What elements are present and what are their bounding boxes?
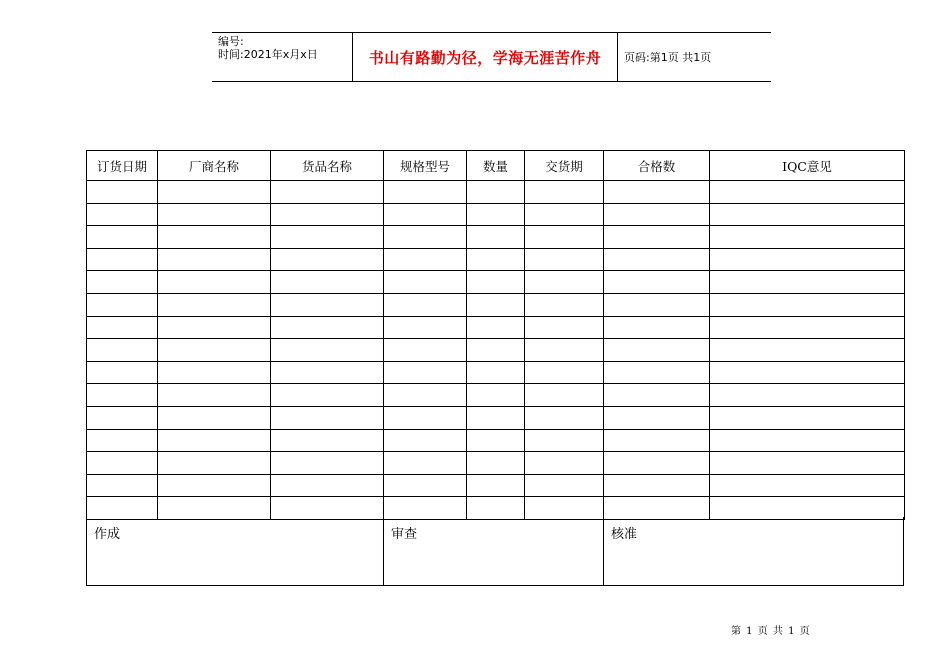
table-cell[interactable] — [710, 293, 905, 316]
table-cell[interactable] — [467, 293, 525, 316]
table-cell[interactable] — [710, 226, 905, 249]
table-cell[interactable] — [271, 361, 384, 384]
table-cell[interactable] — [525, 474, 604, 497]
table-cell[interactable] — [158, 406, 271, 429]
approved-by-label: 核准 — [611, 527, 638, 542]
table-cell[interactable] — [87, 452, 158, 475]
made-by-label: 作成 — [94, 527, 121, 542]
table-row — [87, 361, 905, 384]
column-header-goods-name: 货品名称 — [271, 151, 384, 181]
table-cell[interactable] — [604, 474, 710, 497]
table-cell[interactable] — [710, 181, 905, 204]
table-row — [87, 181, 905, 204]
table-cell[interactable] — [87, 226, 158, 249]
table-cell[interactable] — [384, 384, 467, 407]
table-row — [87, 293, 905, 316]
table-cell[interactable] — [525, 452, 604, 475]
table-cell[interactable] — [467, 361, 525, 384]
table-cell[interactable] — [604, 384, 710, 407]
table-cell[interactable] — [467, 406, 525, 429]
table-cell[interactable] — [710, 203, 905, 226]
table-cell[interactable] — [158, 293, 271, 316]
table-cell[interactable] — [710, 429, 905, 452]
table-cell[interactable] — [525, 384, 604, 407]
column-header-delivery: 交货期 — [525, 151, 604, 181]
table-cell[interactable] — [604, 452, 710, 475]
table-cell[interactable] — [87, 248, 158, 271]
table-cell[interactable] — [467, 474, 525, 497]
table-cell[interactable] — [87, 361, 158, 384]
table-cell[interactable] — [384, 181, 467, 204]
table-cell[interactable] — [158, 339, 271, 362]
table-cell[interactable] — [384, 226, 467, 249]
table-body — [87, 181, 905, 520]
table-row — [87, 452, 905, 475]
table-cell[interactable] — [604, 248, 710, 271]
page-footer: 第 1 页 共 1 页 — [731, 626, 810, 637]
table-cell[interactable] — [87, 429, 158, 452]
table-cell[interactable] — [384, 203, 467, 226]
table-cell[interactable] — [158, 203, 271, 226]
table-cell[interactable] — [271, 406, 384, 429]
table-cell[interactable] — [525, 339, 604, 362]
table-cell[interactable] — [467, 271, 525, 294]
table-cell[interactable] — [525, 293, 604, 316]
table-cell[interactable] — [604, 361, 710, 384]
signature-area — [86, 517, 904, 586]
header-motto: 书山有路勤为径，学海无涯苦作舟 — [353, 33, 618, 81]
table-row — [87, 474, 905, 497]
table-cell[interactable] — [271, 384, 384, 407]
table-cell[interactable] — [271, 339, 384, 362]
table-cell[interactable] — [384, 316, 467, 339]
table-cell[interactable] — [525, 203, 604, 226]
header-page-label: 页码:第1页 共1页 — [624, 51, 712, 64]
table-cell[interactable] — [604, 316, 710, 339]
table-cell[interactable] — [710, 248, 905, 271]
table-cell[interactable] — [271, 429, 384, 452]
table-row — [87, 429, 905, 452]
table-row — [87, 203, 905, 226]
table-cell[interactable] — [271, 181, 384, 204]
table-row — [87, 248, 905, 271]
table-cell[interactable] — [525, 248, 604, 271]
table-cell[interactable] — [604, 339, 710, 362]
table-cell[interactable] — [271, 293, 384, 316]
table-cell[interactable] — [158, 474, 271, 497]
table-cell[interactable] — [604, 203, 710, 226]
table-cell[interactable] — [467, 226, 525, 249]
order-inspection-form — [86, 150, 904, 520]
table-cell[interactable] — [604, 406, 710, 429]
table-cell[interactable] — [384, 429, 467, 452]
table-cell[interactable] — [710, 452, 905, 475]
table-cell[interactable] — [87, 384, 158, 407]
table-cell[interactable] — [87, 406, 158, 429]
table-cell[interactable] — [384, 474, 467, 497]
order-table — [86, 150, 905, 520]
table-cell[interactable] — [158, 271, 271, 294]
table-cell[interactable] — [467, 429, 525, 452]
table-cell[interactable] — [87, 181, 158, 204]
table-cell[interactable] — [710, 384, 905, 407]
column-header-vendor: 厂商名称 — [158, 151, 271, 181]
number-label: 编号: — [218, 35, 244, 48]
table-cell[interactable] — [158, 452, 271, 475]
column-header-passed-count: 合格数 — [604, 151, 710, 181]
table-row — [87, 316, 905, 339]
table-row — [87, 271, 905, 294]
table-cell[interactable] — [87, 271, 158, 294]
table-cell[interactable] — [271, 226, 384, 249]
table-cell[interactable] — [384, 361, 467, 384]
table-cell[interactable] — [87, 293, 158, 316]
table-cell[interactable] — [87, 474, 158, 497]
table-cell[interactable] — [87, 316, 158, 339]
table-cell[interactable] — [158, 361, 271, 384]
table-cell[interactable] — [271, 271, 384, 294]
table-cell[interactable] — [467, 248, 525, 271]
table-cell[interactable] — [384, 248, 467, 271]
table-cell[interactable] — [525, 361, 604, 384]
table-cell[interactable] — [467, 384, 525, 407]
table-cell[interactable] — [604, 271, 710, 294]
table-cell[interactable] — [384, 339, 467, 362]
table-row — [87, 384, 905, 407]
table-cell[interactable] — [604, 429, 710, 452]
table-cell[interactable] — [384, 452, 467, 475]
table-cell[interactable] — [525, 316, 604, 339]
table-cell[interactable] — [467, 203, 525, 226]
table-row — [87, 406, 905, 429]
table-cell[interactable] — [604, 293, 710, 316]
table-row — [87, 339, 905, 362]
table-cell[interactable] — [710, 316, 905, 339]
table-row — [87, 226, 905, 249]
table-cell[interactable] — [710, 361, 905, 384]
table-cell[interactable] — [604, 181, 710, 204]
table-cell[interactable] — [467, 452, 525, 475]
table-cell[interactable] — [158, 429, 271, 452]
table-cell[interactable] — [710, 474, 905, 497]
header-meta — [212, 33, 353, 81]
table-cell[interactable] — [158, 181, 271, 204]
reviewed-by-field[interactable] — [384, 517, 604, 585]
table-cell[interactable] — [525, 181, 604, 204]
table-cell[interactable] — [271, 248, 384, 271]
table-cell[interactable] — [87, 203, 158, 226]
table-cell[interactable] — [271, 203, 384, 226]
table-cell[interactable] — [525, 429, 604, 452]
table-cell[interactable] — [384, 406, 467, 429]
table-cell[interactable] — [525, 271, 604, 294]
table-cell[interactable] — [158, 316, 271, 339]
table-cell[interactable] — [467, 181, 525, 204]
table-cell[interactable] — [158, 384, 271, 407]
column-header-spec: 规格型号 — [384, 151, 467, 181]
document-header — [212, 32, 771, 82]
approved-by-field[interactable] — [604, 517, 903, 585]
table-header-row — [87, 151, 905, 181]
table-cell[interactable] — [604, 226, 710, 249]
reviewed-by-label: 审查 — [391, 527, 418, 542]
table-cell[interactable] — [271, 316, 384, 339]
table-cell[interactable] — [271, 474, 384, 497]
table-cell[interactable] — [710, 271, 905, 294]
table-cell[interactable] — [525, 226, 604, 249]
table-cell[interactable] — [384, 293, 467, 316]
table-cell[interactable] — [467, 339, 525, 362]
table-cell[interactable] — [525, 406, 604, 429]
table-cell[interactable] — [158, 226, 271, 249]
table-cell[interactable] — [710, 406, 905, 429]
column-header-iqc-opinion: IQC意见 — [710, 151, 905, 181]
column-header-order-date: 订货日期 — [87, 151, 158, 181]
table-cell[interactable] — [87, 339, 158, 362]
made-by-field[interactable] — [87, 517, 384, 585]
table-cell[interactable] — [467, 316, 525, 339]
table-cell[interactable] — [384, 271, 467, 294]
table-cell[interactable] — [271, 452, 384, 475]
time-label: 时间:2021年x月x日 — [218, 48, 318, 61]
table-cell[interactable] — [710, 339, 905, 362]
table-cell[interactable] — [158, 248, 271, 271]
column-header-quantity: 数量 — [467, 151, 525, 181]
